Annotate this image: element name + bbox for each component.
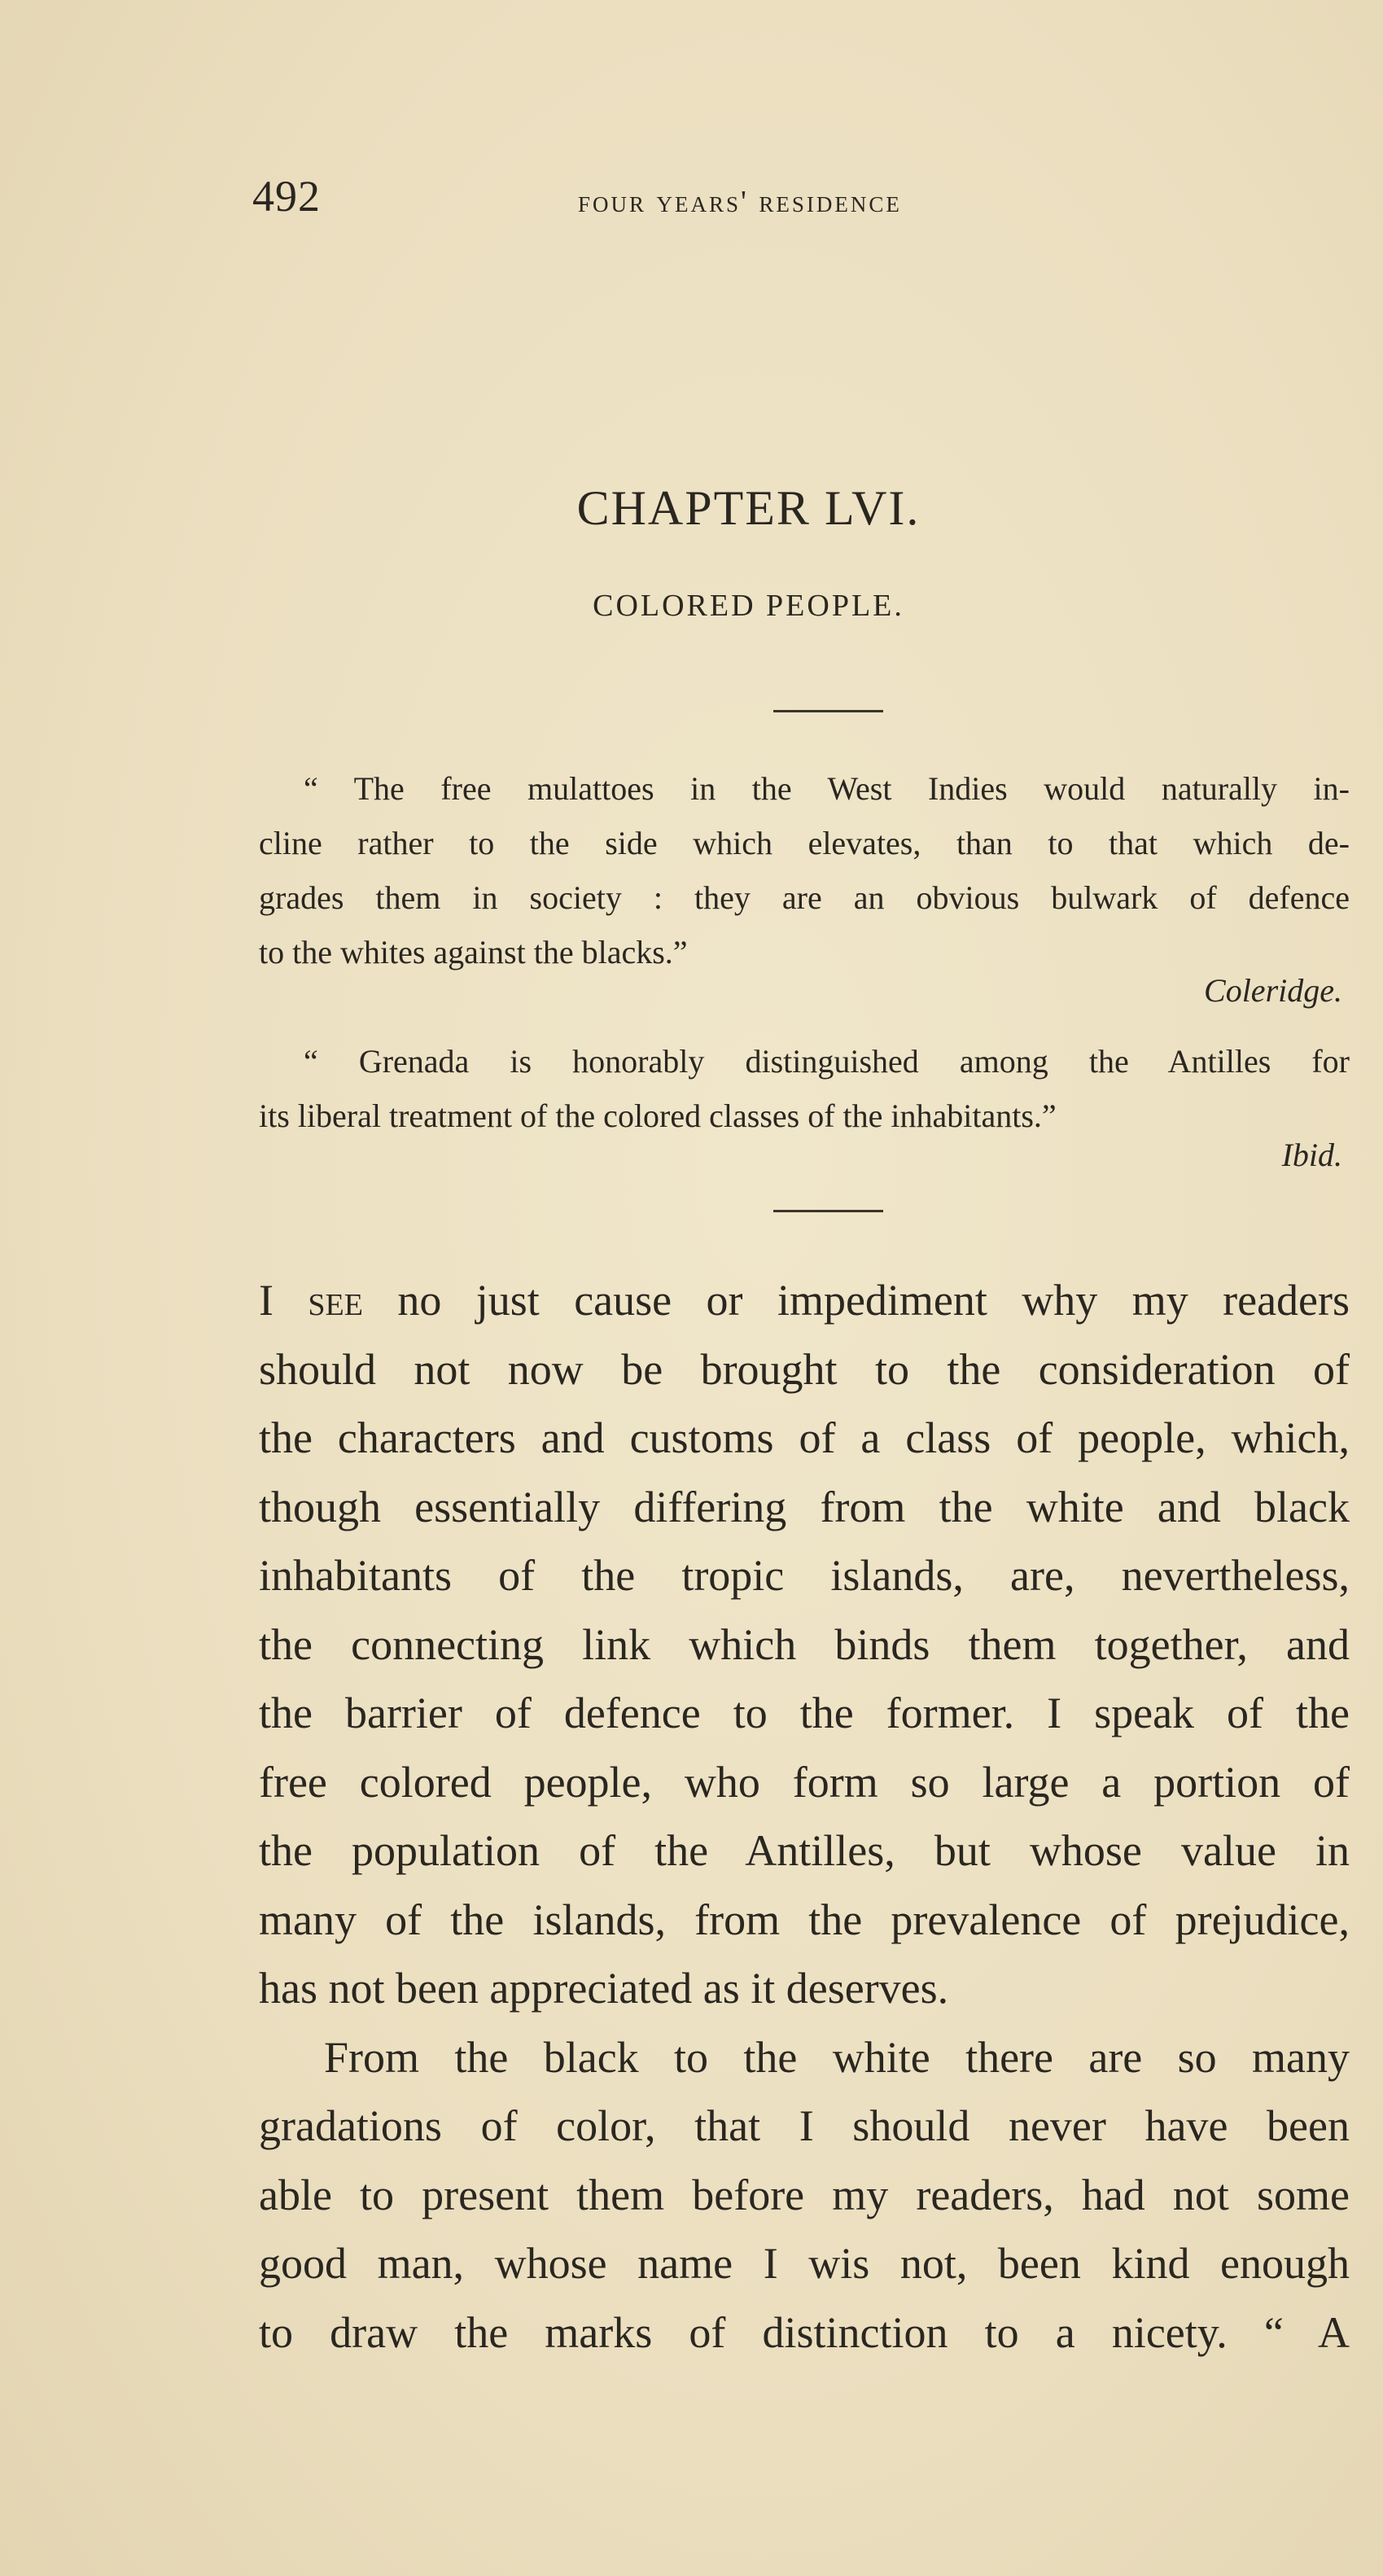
running-head: four years' residence (578, 185, 902, 219)
body-line (259, 1266, 1350, 1335)
epigraph-line: cline rather to the side which elevates, than to that which de- (259, 825, 1350, 861)
body-line: free colored people, who form so large a portion of (259, 1757, 1350, 1807)
body-line-text: no just cause or impediment why my readers (362, 1276, 1350, 1325)
opening-smallcaps: see (308, 1276, 363, 1325)
top-rule (773, 710, 883, 712)
epigraph-line: its liberal treatment of the colored classes of the inhabitants.” (259, 1097, 1057, 1134)
body-line: many of the islands, from the prevalence of prejudice, (259, 1895, 1350, 1944)
body-text (259, 1266, 1350, 2367)
epigraph-line: “ Grenada is honorably distinguished among the Antilles for (304, 1043, 1350, 1080)
body-line: has not been appreciated as it deserves. (259, 1964, 949, 2013)
paragraph-2 (259, 2023, 1350, 2368)
body-line: inhabitants of the tropic islands, are, nevertheless, (259, 1551, 1350, 1600)
chapter-subtitle: COLORED PEOPLE. (593, 589, 904, 623)
body-line: the characters and customs of a class of people, which, (259, 1413, 1350, 1462)
body-line: gradations of color, that I should never have been (259, 2101, 1350, 2150)
page-number: 492 (252, 172, 321, 221)
bottom-rule (773, 1210, 883, 1212)
opening-word: I (259, 1276, 274, 1325)
body-line: able to present them before my readers, had not some (259, 2170, 1350, 2219)
body-line: though essentially differing from the white and black (259, 1482, 1350, 1531)
body-line: the connecting link which binds them together, and (259, 1619, 1350, 1669)
epigraph-line: “ The free mulattoes in the West Indies would naturally in- (304, 770, 1350, 807)
body-line: should not now be brought to the consideration of (259, 1344, 1350, 1394)
chapter-title: CHAPTER LVI. (576, 481, 921, 535)
epigraph-1 (259, 761, 1350, 979)
body-line: the population of the Antilles, but whose value in (259, 1826, 1350, 1875)
epigraph-2 (259, 1034, 1350, 1143)
paragraph-1 (259, 1266, 1350, 2023)
body-line: From the black to the white there are so many (324, 2032, 1350, 2082)
epigraph-line: grades them in society : they are an obvious bulwark of defence (259, 879, 1350, 916)
body-line: the barrier of defence to the former. I speak of the (259, 1689, 1350, 1737)
epigraph-attribution: Coleridge. (1204, 972, 1342, 1009)
body-line: good man, whose name I wis not, been kind enough (259, 2239, 1350, 2288)
epigraph-attribution: Ibid. (1281, 1137, 1342, 1173)
body-line: to draw the marks of distinction to a nicety. “ A (259, 2307, 1350, 2357)
epigraph-line: to the whites against the blacks.” (259, 934, 688, 970)
page-header (252, 171, 1099, 228)
